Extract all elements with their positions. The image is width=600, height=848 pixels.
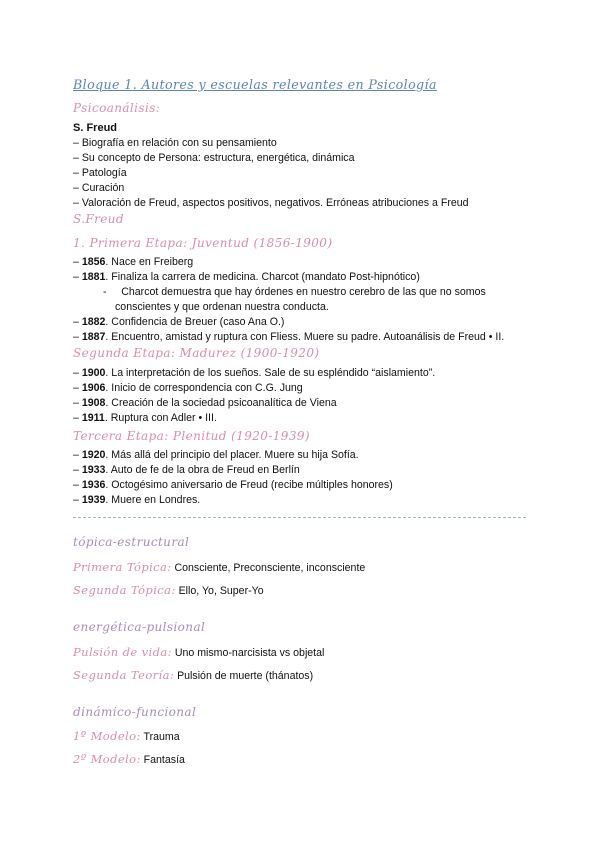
topic-line: – Su concepto de Persona: estructura, energética, dinámica xyxy=(73,151,355,164)
timeline-item: – 1936. Octogésimo aniversario de Freud (recibe múltiples honores) xyxy=(73,478,393,491)
freud-heading: S. Freud xyxy=(73,122,118,134)
timeline-item: – 1887. Encuentro, amistad y ruptura con Fliess. Muere su padre. Autoanálisis de Freud • II. xyxy=(73,330,505,343)
topic-line: – Patología xyxy=(73,166,127,179)
timeline-item: – 1856. Nace en Freiberg xyxy=(73,256,194,268)
etapa1-title: 1. Primera Etapa: Juventud (1856-1900) xyxy=(73,236,333,250)
etapa1-block xyxy=(73,255,504,344)
timeline-subitem-cont: conscientes y que ordenan nuestra conducta. xyxy=(115,300,329,313)
dinamico-title: dinámico-funcional xyxy=(73,705,197,719)
topic-line: – Curación xyxy=(73,181,125,194)
section-divider xyxy=(73,517,526,518)
document-title: Bloque 1. Autores y escuelas relevantes en Psicología xyxy=(73,77,437,92)
timeline-item: – 1908. Creación de la sociedad psicoanalítica de Viena xyxy=(73,396,337,409)
etapa3-title: Tercera Etapa: Plenitud (1920-1939) xyxy=(73,429,310,443)
topica-title: tópica-estructural xyxy=(73,535,190,549)
freud-topics-block xyxy=(73,121,469,210)
dinamico-row-2: 2º Modelo: Fantasía xyxy=(73,752,185,766)
topic-line: – Valoración de Freud, aspectos positivos, negativos. Erróneas atribuciones a Freud xyxy=(73,196,469,209)
section-psicoanalisis: Psicoanálisis: xyxy=(73,101,161,115)
topic-line: – Biografía en relación con su pensamiento xyxy=(73,136,277,149)
etapa3-block xyxy=(73,448,393,508)
topica-row-1: Primera Tópica: Consciente, Preconsciente, inconsciente xyxy=(73,560,366,574)
timeline-item: – 1900. La interpretación de los sueños. Sale de su espléndido “aislamiento”. xyxy=(73,367,436,379)
timeline-item: – 1939. Muere en Londres. xyxy=(73,493,201,506)
energetica-row-1: Pulsión de vida: Uno mismo-narcisista vs objetal xyxy=(73,645,325,659)
timeline-subitem: - Charcot demuestra que hay órdenes en nuestro cerebro de las que no somos xyxy=(103,285,486,298)
sfreud-label: S.Freud xyxy=(73,212,124,226)
energetica-row-2: Segunda Teoría: Pulsión de muerte (thánatos) xyxy=(73,668,314,682)
timeline-item: – 1882. Confidencia de Breuer (caso Ana O.) xyxy=(73,315,285,328)
timeline-item: – 1906. Inicio de correspondencia con C.G. Jung xyxy=(73,381,303,394)
timeline-item: – 1920. Más allá del principio del placer. Muere su hija Sofía. xyxy=(73,449,359,461)
etapa2-block xyxy=(73,366,435,426)
timeline-item: – 1911. Ruptura con Adler • III. xyxy=(73,411,217,424)
etapa2-title: Segunda Etapa: Madurez (1900-1920) xyxy=(73,346,320,360)
energetica-title: energética-pulsional xyxy=(73,620,206,634)
timeline-item: – 1881. Finaliza la carrera de medicina. Charcot (mandato Post-hipnótico) xyxy=(73,270,420,283)
timeline-item: – 1933. Auto de fe de la obra de Freud en Berlín xyxy=(73,463,300,476)
dinamico-row-1: 1º Modelo: Trauma xyxy=(73,729,180,743)
topica-row-2: Segunda Tópica: Ello, Yo, Super-Yo xyxy=(73,583,264,597)
